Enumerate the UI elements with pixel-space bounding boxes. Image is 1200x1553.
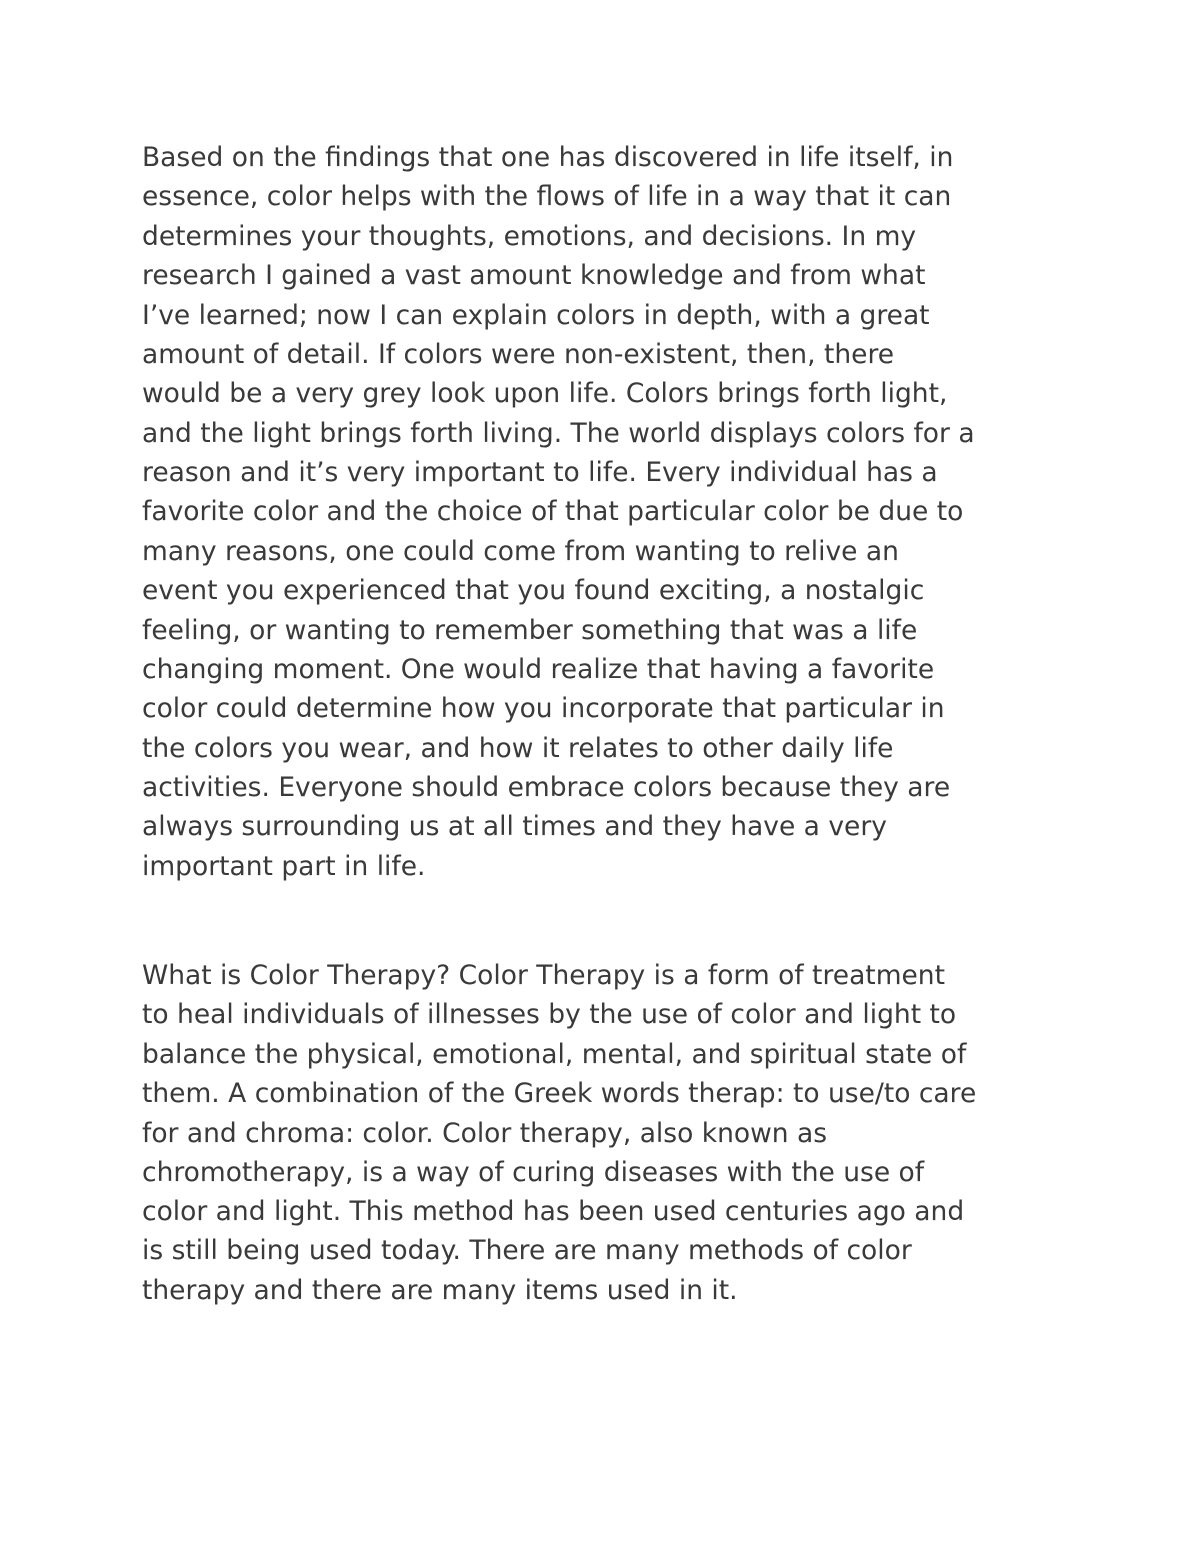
text-line: favorite color and the choice of that particular color be due to: [142, 496, 964, 527]
text-line: essence, color helps with the flows of life in a way that it can: [142, 181, 952, 212]
text-line: to heal individuals of illnesses by the use of color and light to: [142, 999, 957, 1030]
text-line: color and light. This method has been used centuries ago and: [142, 1196, 965, 1227]
text-line: activities. Everyone should embrace colors because they are: [142, 772, 951, 803]
text-line: determines your thoughts, emotions, and decisions. In my: [142, 221, 917, 252]
text-line: important part in life.: [142, 851, 426, 882]
text-line: amount of detail. If colors were non-existent, then, there: [142, 339, 895, 370]
text-line: changing moment. One would realize that having a favorite: [142, 654, 935, 685]
text-line: reason and it’s very important to life. Every individual has a: [142, 457, 938, 488]
text-line: them. A combination of the Greek words therap: to use/to care: [142, 1078, 977, 1109]
text-line: research I gained a vast amount knowledge and from what: [142, 260, 926, 291]
text-line: for and chroma: color. Color therapy, also known as: [142, 1118, 828, 1149]
text-line: color could determine how you incorporate that particular in: [142, 693, 945, 724]
text-line: feeling, or wanting to remember something that was a life: [142, 615, 918, 646]
text-line: balance the physical, emotional, mental, and spiritual state of: [142, 1039, 967, 1070]
text-line: and the light brings forth living. The world displays colors for a: [142, 418, 975, 449]
text-line: always surrounding us at all times and they have a very: [142, 811, 887, 842]
text-line: the colors you wear, and how it relates to other daily life: [142, 733, 894, 764]
text-line: would be a very grey look upon life. Colors brings forth light,: [142, 378, 948, 409]
text-line: Based on the findings that one has discovered in life itself, in: [142, 142, 954, 173]
text-line: chromotherapy, is a way of curing diseases with the use of: [142, 1157, 925, 1188]
text-line: is still being used today. There are many methods of color: [142, 1235, 912, 1266]
text-line: therapy and there are many items used in it.: [142, 1275, 738, 1306]
text-line: What is Color Therapy? Color Therapy is a form of treatment: [142, 960, 945, 991]
text-line: event you experienced that you found exciting, a nostalgic: [142, 575, 925, 606]
text-line: many reasons, one could come from wanting to relive an: [142, 536, 899, 567]
text-line: I’ve learned; now I can explain colors in depth, with a great: [142, 300, 930, 331]
